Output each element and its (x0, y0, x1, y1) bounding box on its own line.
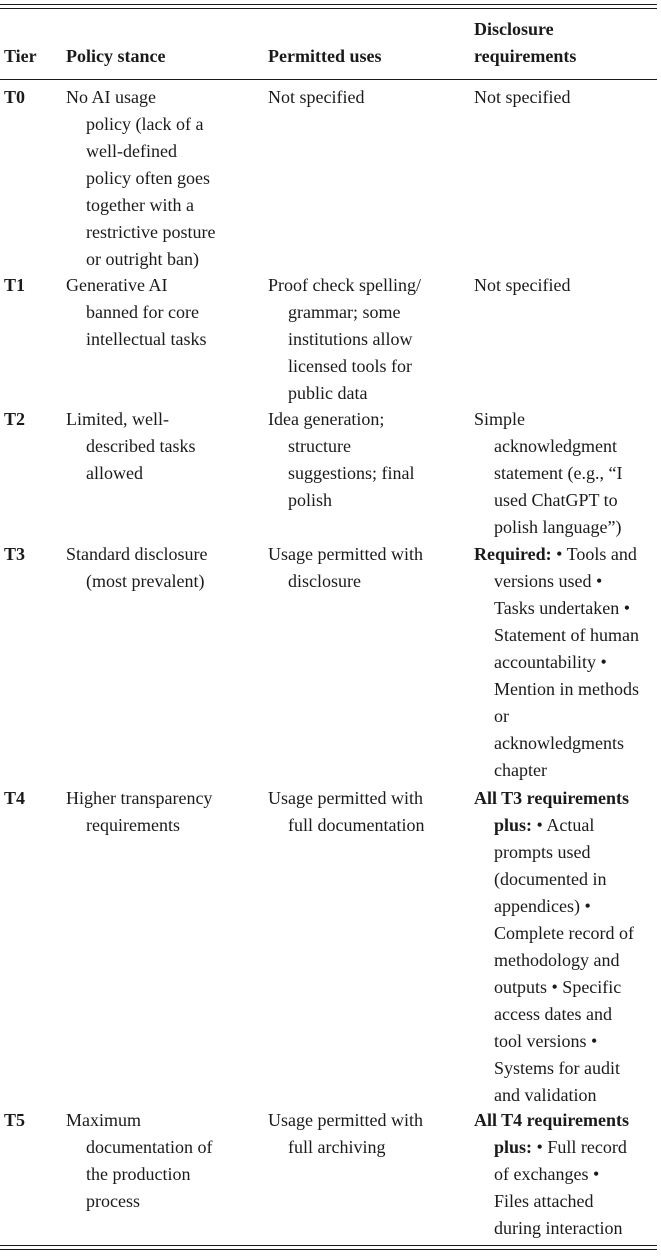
disclosure-line (474, 568, 660, 595)
stance-line (66, 1134, 262, 1161)
disclosure-line (474, 839, 660, 866)
cell-stance (66, 785, 262, 839)
uses-line-text: suggestions; final (288, 463, 415, 483)
disclosure-line-text: Complete record of (494, 923, 634, 943)
uses-line-text: Usage permitted with (268, 788, 423, 808)
stance-line-text: Higher transparency (66, 788, 213, 808)
stance-line-text: Limited, well- (66, 409, 169, 429)
disclosure-line-text: chapter (494, 760, 547, 780)
disclosure-line (474, 1028, 660, 1055)
header-disclosure-line1: Disclosure (474, 19, 554, 39)
stance-line-text: Generative AI (66, 275, 168, 295)
stance-line-text: together with a (86, 195, 194, 215)
disclosure-line-text: Simple (474, 409, 526, 429)
uses-line (268, 785, 468, 812)
stance-line-text: process (86, 1191, 140, 1211)
uses-line-text: Idea generation; (268, 409, 385, 429)
disclosure-line (474, 1001, 660, 1028)
disclosure-line-text: (documented in (494, 869, 607, 889)
uses-line (268, 1134, 468, 1161)
stance-line (66, 568, 262, 595)
disclosure-line-text: Tasks undertaken • (494, 598, 631, 618)
uses-line (268, 460, 468, 487)
disclosure-line (474, 487, 660, 514)
uses-line (268, 272, 468, 299)
disclosure-line-text: of exchanges • (494, 1164, 600, 1184)
stance-line (66, 111, 262, 138)
disclosure-line-text: outputs • Specific (494, 977, 622, 997)
stance-line-text: or outright ban) (86, 249, 199, 269)
cell-stance (66, 541, 262, 595)
stance-line-text: Standard disclosure (66, 544, 208, 564)
disclosure-line-text: tool versions • (494, 1031, 598, 1051)
cell-stance (66, 1107, 262, 1215)
stance-line-text: the production (86, 1164, 191, 1184)
cell-uses (268, 406, 468, 514)
stance-line (66, 406, 262, 433)
disclosure-line (474, 920, 660, 947)
uses-line-text: Proof check spelling/ (268, 275, 421, 295)
uses-line (268, 353, 468, 380)
stance-line (66, 1188, 262, 1215)
stance-line-text: No AI usage (66, 87, 156, 107)
disclosure-line (474, 460, 660, 487)
header-rule (0, 79, 657, 80)
uses-line (268, 812, 468, 839)
header-tier: Tier (4, 46, 37, 66)
cell-stance (66, 84, 262, 273)
cell-tier: T4 (4, 788, 26, 808)
stance-line (66, 272, 262, 299)
disclosure-line (474, 676, 660, 703)
disclosure-line (474, 514, 660, 541)
stance-line-text: policy often goes (86, 168, 210, 188)
cell-tier: T2 (4, 409, 26, 429)
stance-line-text: (most prevalent) (86, 571, 205, 591)
stance-line (66, 785, 262, 812)
disclosure-line-text: polish language”) (494, 517, 622, 537)
stance-line (66, 460, 262, 487)
uses-line-text: Usage permitted with (268, 1110, 423, 1130)
cell-disclosure (474, 84, 660, 111)
disclosure-line (474, 1215, 660, 1242)
disclosure-line (474, 947, 660, 974)
uses-line-text: polish (288, 490, 333, 510)
disclosure-line-text: prompts used (494, 842, 591, 862)
disclosure-line (474, 1082, 660, 1109)
bottom-rule-outer (0, 1249, 657, 1250)
disclosure-line-text: during interaction (494, 1218, 623, 1238)
stance-line-text: Maximum (66, 1110, 141, 1130)
disclosure-line-text: used ChatGPT to (494, 490, 618, 510)
disclosure-line (474, 866, 660, 893)
disclosure-line-text: Files attached (494, 1191, 594, 1211)
disclosure-line-text: methodology and (494, 950, 620, 970)
disclosure-line (474, 84, 660, 111)
disclosure-line-text: appendices) • (494, 896, 591, 916)
disclosure-bold-lead: Required: (474, 544, 552, 564)
disclosure-line-text: statement (e.g., “I (494, 463, 623, 483)
cell-disclosure (474, 541, 660, 784)
stance-line-text: restrictive posture (86, 222, 216, 242)
cell-disclosure (474, 1107, 660, 1242)
disclosure-line-text: Systems for audit (494, 1058, 620, 1078)
stance-line-text: intellectual tasks (86, 329, 207, 349)
stance-line (66, 84, 262, 111)
uses-line-text: institutions allow (288, 329, 413, 349)
disclosure-line-text: acknowledgment (494, 436, 617, 456)
disclosure-line-text: Statement of human (494, 625, 639, 645)
uses-line-text: licensed tools for (288, 356, 412, 376)
uses-line (268, 406, 468, 433)
disclosure-line (474, 1107, 660, 1134)
cell-uses (268, 785, 468, 839)
disclosure-bold-plus: plus: (494, 815, 533, 835)
disclosure-line-text: • Full record (532, 1137, 627, 1157)
stance-line (66, 246, 262, 273)
cell-disclosure (474, 406, 660, 541)
disclosure-line (474, 541, 660, 568)
disclosure-line (474, 974, 660, 1001)
disclosure-line (474, 703, 660, 730)
stance-line-text: described tasks (86, 436, 196, 456)
cell-tier: T1 (4, 275, 26, 295)
uses-line (268, 84, 468, 111)
disclosure-line-text: Not specified (474, 275, 571, 295)
uses-line (268, 1107, 468, 1134)
cell-disclosure (474, 785, 660, 1109)
disclosure-line (474, 622, 660, 649)
disclosure-line (474, 433, 660, 460)
header-disclosure-line2: requirements (474, 46, 577, 66)
uses-line-text: Usage permitted with (268, 544, 423, 564)
stance-line (66, 433, 262, 460)
stance-line (66, 192, 262, 219)
disclosure-bold-lead: All T4 requirements (474, 1110, 630, 1130)
disclosure-line-text: acknowledgments (494, 733, 624, 753)
disclosure-line-text: Mention in methods (494, 679, 639, 699)
uses-line (268, 380, 468, 407)
disclosure-line (474, 893, 660, 920)
disclosure-line-text: and validation (494, 1085, 597, 1105)
cell-tier: T5 (4, 1110, 26, 1130)
disclosure-line-text: Not specified (474, 87, 571, 107)
disclosure-line (474, 1134, 660, 1161)
disclosure-line (474, 757, 660, 784)
cell-tier: T0 (4, 87, 26, 107)
disclosure-line (474, 595, 660, 622)
cell-uses (268, 272, 468, 407)
uses-line-text: disclosure (288, 571, 361, 591)
cell-uses (268, 541, 468, 595)
stance-line (66, 138, 262, 165)
disclosure-line-text: • Actual (532, 815, 595, 835)
disclosure-bold-lead: All T3 requirements (474, 788, 630, 808)
disclosure-bold-plus: plus: (494, 1137, 533, 1157)
header-disclosure-requirements (474, 16, 658, 70)
stance-line (66, 165, 262, 192)
cell-disclosure (474, 272, 660, 299)
disclosure-line-text: versions used • (494, 571, 603, 591)
uses-line (268, 326, 468, 353)
stance-line (66, 1161, 262, 1188)
cell-stance (66, 272, 262, 353)
disclosure-line (474, 649, 660, 676)
disclosure-line-text: accountability • (494, 652, 607, 672)
stance-line (66, 812, 262, 839)
header-policy-stance: Policy stance (66, 46, 166, 66)
uses-line-text: full documentation (288, 815, 425, 835)
disclosure-line (474, 730, 660, 757)
disclosure-line (474, 812, 660, 839)
stance-line-text: well-defined (86, 141, 177, 161)
uses-line-text: structure (288, 436, 351, 456)
uses-line-text: public data (288, 383, 368, 403)
header-permitted-uses: Permitted uses (268, 46, 382, 66)
cell-uses (268, 1107, 468, 1161)
disclosure-line (474, 272, 660, 299)
uses-line (268, 299, 468, 326)
stance-line (66, 541, 262, 568)
stance-line (66, 299, 262, 326)
stance-line-text: requirements (86, 815, 180, 835)
disclosure-line-text: access dates and (494, 1004, 612, 1024)
stance-line (66, 1107, 262, 1134)
cell-uses (268, 84, 468, 111)
stance-line-text: banned for core (86, 302, 199, 322)
stance-line-text: allowed (86, 463, 143, 483)
uses-line (268, 487, 468, 514)
cell-tier: T3 (4, 544, 26, 564)
stance-line (66, 326, 262, 353)
uses-line-text: grammar; some (288, 302, 401, 322)
stance-line-text: policy (lack of a (86, 114, 204, 134)
disclosure-line-text: • Tools and (551, 544, 637, 564)
top-rule-inner (0, 8, 657, 9)
uses-line (268, 541, 468, 568)
top-rule-outer (0, 4, 657, 5)
disclosure-line-text: or (494, 706, 509, 726)
uses-line (268, 433, 468, 460)
disclosure-line (474, 1161, 660, 1188)
uses-line (268, 568, 468, 595)
stance-line (66, 219, 262, 246)
uses-line-text: full archiving (288, 1137, 386, 1157)
disclosure-line (474, 1188, 660, 1215)
uses-line-text: Not specified (268, 87, 365, 107)
cell-stance (66, 406, 262, 487)
disclosure-line (474, 1055, 660, 1082)
disclosure-line (474, 785, 660, 812)
bottom-rule-inner (0, 1245, 657, 1246)
stance-line-text: documentation of (86, 1137, 213, 1157)
disclosure-line (474, 406, 660, 433)
